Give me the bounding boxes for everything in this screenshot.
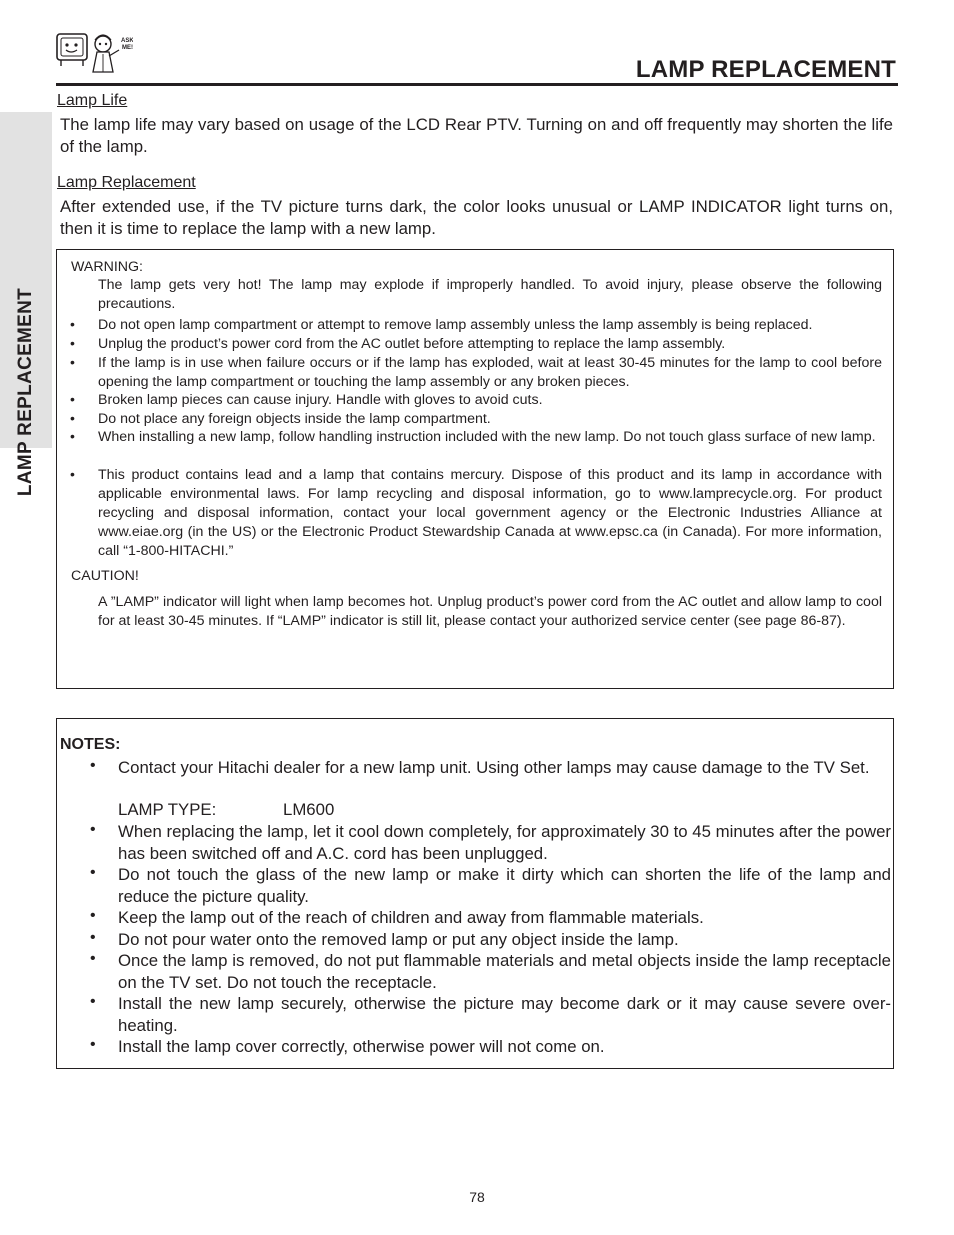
lamp-type-label: LAMP TYPE: (118, 800, 217, 819)
list-bullet: • (70, 410, 75, 426)
notes-item: When replacing the lamp, let it cool down completely, for approximately 30 to 45 minutes after the power has been switched off and A.C. cord has been unplugged. (118, 822, 891, 863)
list-bullet: • (90, 864, 96, 881)
warning-item: Do not place any foreign objects inside the lamp compartment. (98, 411, 491, 427)
list-bullet: • (90, 907, 96, 924)
list-bullet: • (90, 993, 96, 1010)
side-tab (0, 112, 52, 497)
list-bullet: • (70, 316, 75, 332)
list-bullet: • (90, 757, 96, 774)
warning-intro: The lamp gets very hot! The lamp may explode if improperly handled. To avoid injury, please observe the following precautions. (98, 277, 882, 312)
list-bullet: • (70, 391, 75, 407)
list-bullet: • (70, 354, 75, 370)
lamp-life-body: The lamp life may vary based on usage of the LCD Rear PTV. Turning on and off frequently may shorten the life of the lamp. (60, 115, 893, 156)
list-bullet: • (90, 821, 96, 838)
notes-item: Do not pour water onto the removed lamp or put any object inside the lamp. (118, 930, 679, 949)
notes-item: Install the new lamp securely, otherwise the picture may become dark or it may cause severe over-heating. (118, 994, 891, 1035)
page-title: LAMP REPLACEMENT (635, 56, 896, 83)
notes-item: Once the lamp is removed, do not put flammable materials and metal objects inside the lamp receptacle on the TV set. Do not touch the receptacle. (118, 951, 891, 992)
caution-label: CAUTION! (71, 568, 139, 584)
lamp-replacement-body: After extended use, if the TV picture turns dark, the color looks unusual or LAMP INDICATOR light turns on, then it is time to replace the lamp with a new lamp. (60, 197, 893, 238)
warning-item: This product contains lead and a lamp that contains mercury. Dispose of this product and its lamp in accordance with applicable environmental laws. For lamp recycling and disposal information, go to www.lamprecycle.org. For product recycling and disposal information, contact your local government agency or the Electronic Industries Alliance at www.eiae.org (in the US) or the Electronic Product Stewardship Canada at www.epsc.ca (in Canada). For more information, call “1-800-HITACHI.” (98, 467, 882, 559)
warning-item: Broken lamp pieces can cause injury. Handle with gloves to avoid cuts. (98, 392, 543, 408)
list-bullet: • (70, 466, 75, 482)
notes-title: NOTES: (60, 736, 121, 753)
warning-label: WARNING: (71, 259, 143, 275)
page-number: 78 (469, 1189, 485, 1205)
list-bullet: • (70, 428, 75, 444)
ask-me-tv-mascot-icon (55, 28, 133, 78)
lamp-type-value: LM600 (283, 800, 335, 819)
notes-item: Install the lamp cover correctly, otherwise power will not come on. (118, 1037, 605, 1056)
warning-item: If the lamp is in use when failure occurs or if the lamp has exploded, wait at least 30-45 minutes for the lamp to cool before opening the lamp compartment or touching the lamp assembly or any broken pieces. (98, 355, 882, 390)
notes-box (56, 718, 894, 1069)
lamp-replacement-heading: Lamp Replacement (57, 174, 196, 191)
notes-item: Contact your Hitachi dealer for a new lamp unit. Using other lamps may cause damage to the TV Set. (118, 758, 870, 777)
warning-item: Unplug the product’s power cord from the AC outlet before attempting to replace the lamp assembly. (98, 336, 726, 352)
notes-item: Do not touch the glass of the new lamp or make it dirty which can shorten the life of the lamp and reduce the picture quality. (118, 865, 891, 906)
list-bullet: • (90, 1036, 96, 1053)
svg-text:ME!: ME! (122, 45, 133, 51)
list-bullet: • (70, 335, 75, 351)
lamp-life-heading: Lamp Life (57, 92, 128, 109)
side-tab-label: LAMP REPLACEMENT (15, 287, 36, 497)
svg-text:ASK: ASK (121, 38, 133, 44)
warning-item: When installing a new lamp, follow handling instruction included with the new lamp. Do not touch glass surface of new lamp. (98, 429, 876, 445)
list-bullet: • (90, 950, 96, 967)
caution-body: A ”LAMP” indicator will light when lamp becomes hot. Unplug product’s power cord from the AC outlet and allow lamp to cool for at least 30-45 minutes. If “LAMP” indicator is still lit, please contact your authorized service center (see page 86-87). (98, 594, 882, 629)
warning-item: Do not open lamp compartment or attempt to remove lamp assembly unless the lamp assembly is being replaced. (98, 317, 813, 333)
notes-item: Keep the lamp out of the reach of children and away from flammable materials. (118, 908, 704, 927)
list-bullet: • (90, 929, 96, 946)
warning-box (56, 249, 894, 689)
header-rule (56, 83, 898, 86)
